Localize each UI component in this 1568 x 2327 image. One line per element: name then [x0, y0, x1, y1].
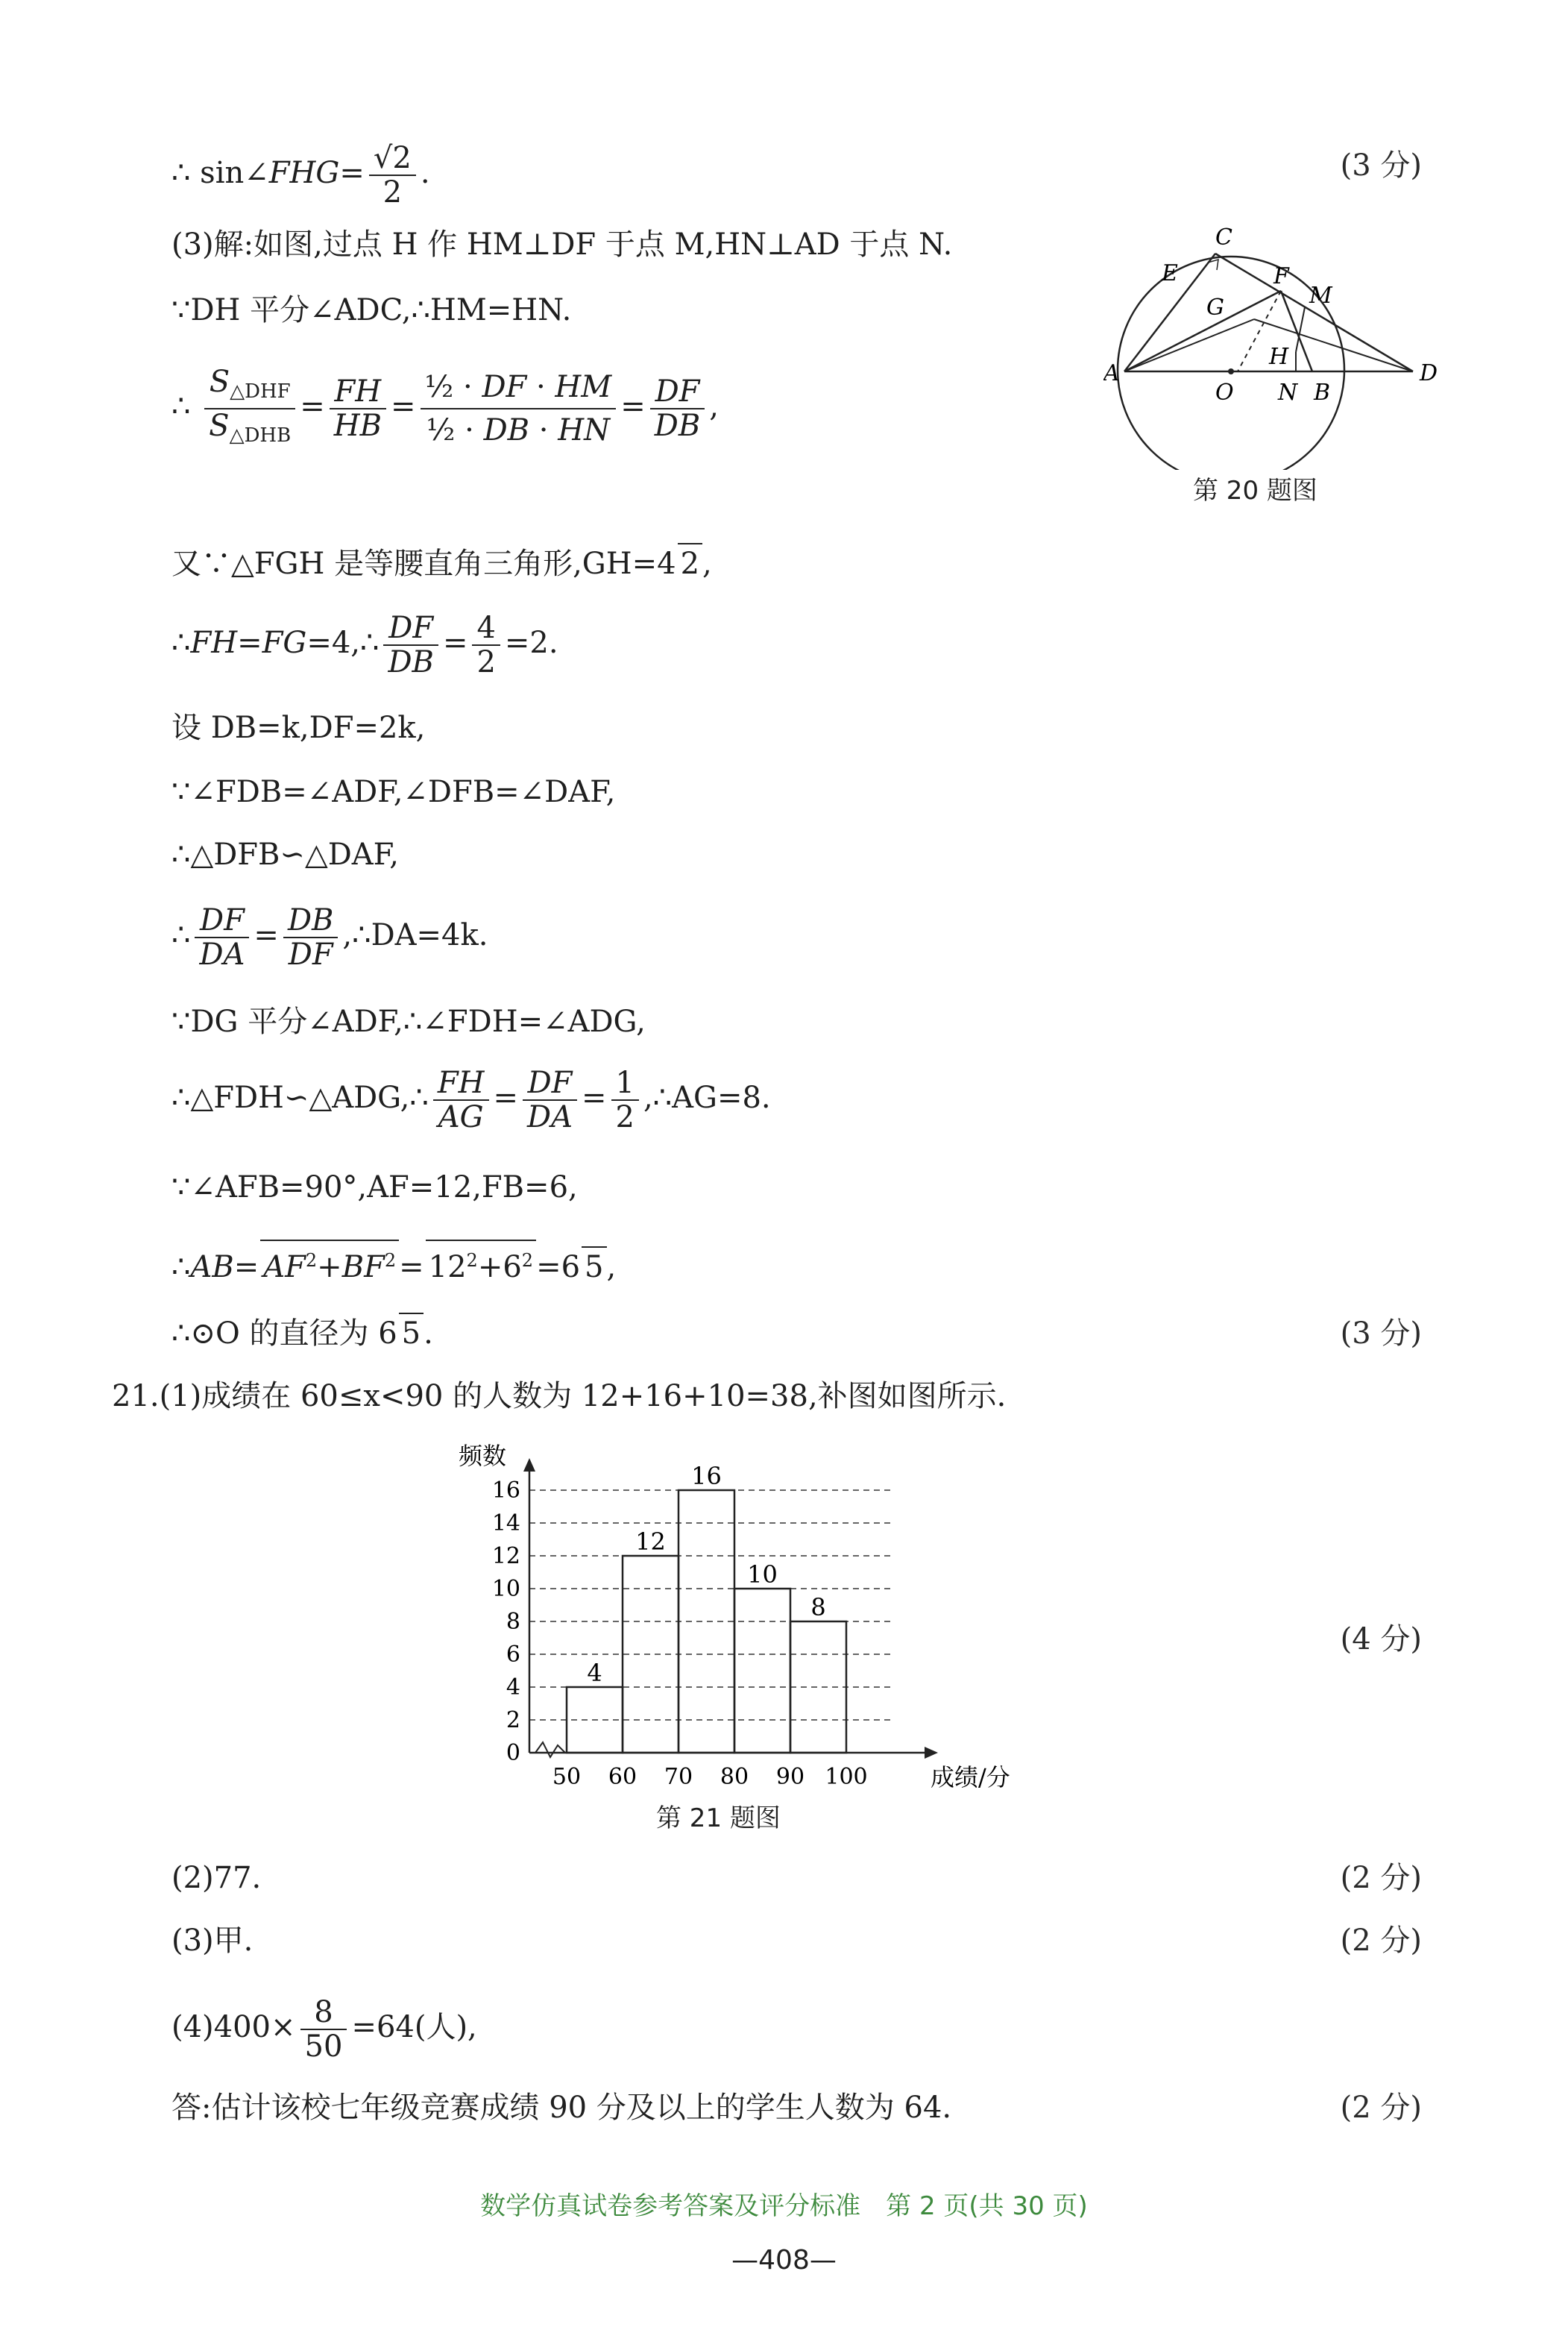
- y-tick-2: 2: [506, 1707, 520, 1733]
- x-tick-60: 60: [608, 1764, 637, 1790]
- line-afb: ∵∠AFB=90°,AF=12,FB=6,: [171, 1170, 578, 1205]
- x-tick-100: 100: [825, 1764, 868, 1790]
- label-g: G: [1206, 295, 1224, 321]
- score-4: (2 分): [1340, 1861, 1422, 1895]
- y-tick-16: 16: [491, 1477, 520, 1504]
- q21-answer: 答:估计该校七年级竞赛成绩 90 分及以上的学生人数为 64.: [171, 2091, 952, 2125]
- line-sin-fhg: ∴ sin∠FHG= $\frac{√2}{2}$ .: [171, 141, 430, 210]
- label-h: H: [1269, 344, 1289, 370]
- segment-af: [1124, 291, 1281, 371]
- q21-part2: (2)77.: [171, 1861, 262, 1895]
- label-m: M: [1309, 283, 1332, 309]
- line-set-db: 设 DB=k,DF=2k,: [171, 711, 426, 745]
- line-angles: ∵∠FDB=∠ADF,∠DFB=∠DAF,: [171, 775, 616, 809]
- bar-value-label: 4: [587, 1659, 602, 1687]
- part3-heading: (3)解:如图,过点 H 作 HM⊥DF 于点 M,HN⊥AD 于点 N.: [171, 227, 953, 262]
- line-similar-1: ∴△DFB∽△DAF,: [171, 838, 399, 872]
- score-6: (2 分): [1340, 2091, 1422, 2125]
- line-area-ratio: ∴ $\frac{S_{\triangle DHF}}{S_{\triangle DHB}}$ = $\frac{FH}{HB}$ = $\frac{\text{½ · DF · HM}}{\text{½ · DB · HN}}$ = $\frac{DF}{DB}$ ,: [171, 365, 719, 448]
- bar-80-90: [734, 1589, 790, 1753]
- y-tick-4: 4: [506, 1674, 520, 1700]
- bar-value-label: 16: [691, 1462, 722, 1490]
- figure-20-caption: 第 20 题图: [1193, 476, 1317, 506]
- axis-break: [535, 1742, 565, 1757]
- line-dh-bisect: ∵DH 平分∠ADC,∴HM=HN.: [171, 293, 572, 327]
- q21-part1: 21.(1)成绩在 60≤x<90 的人数为 12+16+10=38,补图如图所示.: [112, 1379, 1007, 1413]
- label-n: N: [1278, 380, 1298, 406]
- score-5: (2 分): [1340, 1924, 1422, 1958]
- label-d: D: [1420, 360, 1438, 386]
- x-axis-arrow: [925, 1747, 938, 1759]
- y-tick-0: 0: [506, 1740, 520, 1766]
- figure-21-caption: 第 21 题图: [656, 1803, 781, 1833]
- x-tick-70: 70: [664, 1764, 693, 1790]
- segment-cd: [1215, 254, 1413, 371]
- line-diameter: ∴⊙O 的直径为 6 5 .: [171, 1313, 433, 1353]
- line-isosceles: 又∵△FGH 是等腰直角三角形,GH=4 2 ,: [171, 543, 712, 583]
- score-2: (3 分): [1340, 1316, 1422, 1351]
- label-b: B: [1314, 380, 1331, 406]
- y-tick-12: 12: [491, 1543, 520, 1569]
- y-tick-14: 14: [491, 1510, 520, 1536]
- label-o: O: [1215, 380, 1234, 406]
- figure-20-geometry: [1103, 224, 1454, 470]
- bar-value-label: 8: [810, 1593, 826, 1621]
- line-fh-fg: ∴FH=FG=4,∴ $\frac{DF}{DB}$ = $\frac{4}{2}$ =2.: [171, 611, 558, 679]
- label-c: C: [1215, 224, 1232, 251]
- segment-hm: [1296, 307, 1305, 352]
- label-a: A: [1103, 360, 1120, 386]
- page-number: —408—: [731, 2245, 837, 2276]
- y-axis-label: 频数: [459, 1442, 507, 1470]
- x-tick-80: 80: [720, 1764, 749, 1790]
- line-ab: ∴AB= $AF^2+BF^2 = 12^2+6^2 =6$ 5 ,: [171, 1240, 616, 1287]
- x-tick-90: 90: [775, 1764, 805, 1790]
- x-axis-label: 成绩/分: [931, 1763, 1010, 1791]
- y-tick-10: 10: [491, 1576, 520, 1602]
- score-1: (3 分): [1340, 148, 1422, 183]
- y-axis-arrow: [523, 1458, 535, 1472]
- score-3: (4 分): [1340, 1622, 1422, 1656]
- line-similar-2: ∴△FDH∽△ADG,∴ $\frac{FH}{AG}$ = $\frac{DF}{DA}$ = $\frac{1}{2}$ ,∴AG=8.: [171, 1066, 771, 1134]
- q21-part4: (4)400× $\frac{8}{50}$ =64(人),: [171, 1995, 477, 2064]
- bar-value-label: 10: [747, 1560, 778, 1589]
- y-tick-8: 8: [506, 1609, 520, 1635]
- line-df-da: ∴ $\frac{DF}{DA}$ = $\frac{DB}{DF}$ ,∴DA=4k.: [171, 903, 488, 972]
- label-e: E: [1162, 260, 1178, 286]
- bar-value-label: 12: [635, 1527, 666, 1556]
- label-f: F: [1273, 263, 1289, 289]
- y-tick-6: 6: [506, 1642, 520, 1668]
- figure-21-histogram: [447, 1428, 1014, 1794]
- x-tick-50: 50: [552, 1764, 582, 1790]
- center-o-dot: [1228, 368, 1234, 374]
- footer-title: 数学仿真试卷参考答案及评分标准 第 2 页(共 30 页): [480, 2191, 1088, 2221]
- q21-part3: (3)甲.: [171, 1924, 254, 1958]
- line-dg-bisect: ∵DG 平分∠ADF,∴∠FDH=∠ADG,: [171, 1005, 646, 1039]
